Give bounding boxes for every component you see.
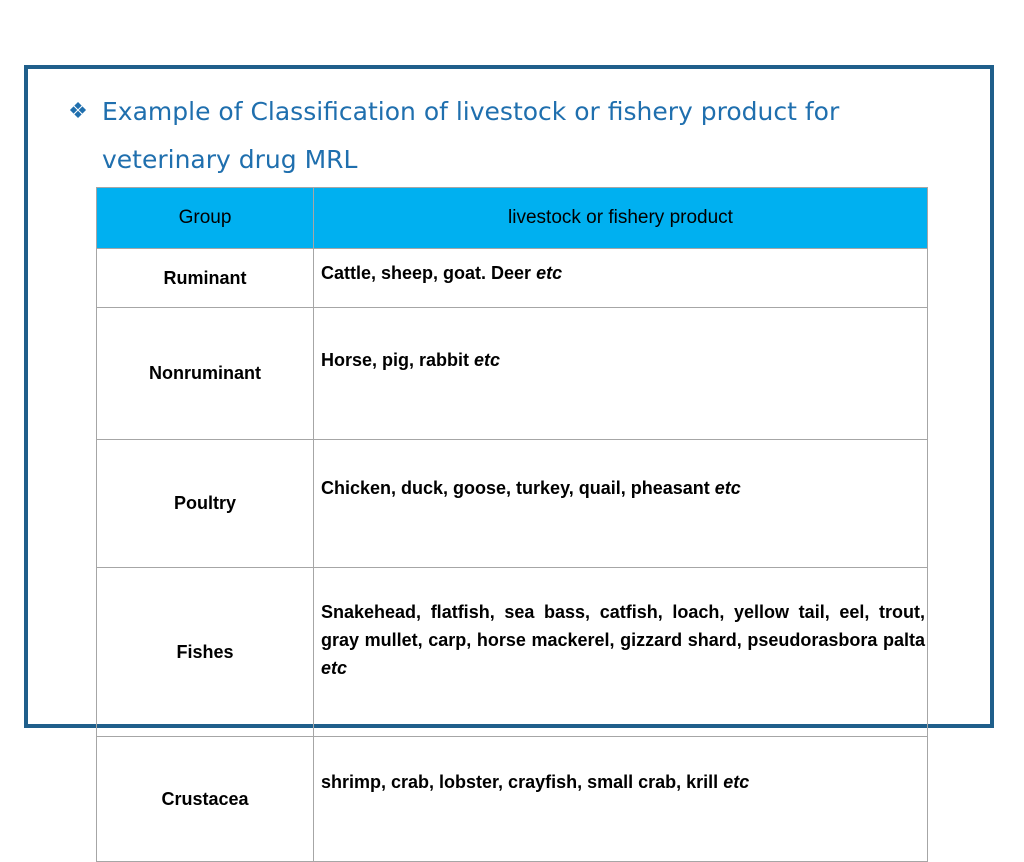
product-cell — [314, 308, 928, 440]
table-row — [97, 737, 928, 862]
etc-label: etc — [723, 772, 750, 792]
product-list: Chicken, duck, goose, turkey, quail, pheasant — [321, 478, 710, 498]
table-header-row — [97, 188, 928, 249]
classification-table — [96, 187, 928, 862]
product-cell — [314, 249, 928, 308]
product-list: Snakehead, flatfish, sea bass, catfish, loach, yellow tail, eel, trout, gray mullet, carp, horse mackerel, gizzard shard, pseudorasbora palta — [321, 602, 925, 650]
diamond-bullet-icon: ❖ — [68, 99, 88, 124]
product-list: shrimp, crab, lobster, crayfish, small crab, krill — [321, 772, 719, 792]
product-list: Horse, pig, rabbit — [321, 350, 470, 370]
group-cell: Poultry — [97, 440, 314, 568]
group-cell: Crustacea — [97, 737, 314, 862]
table-row — [97, 308, 928, 440]
etc-label: etc — [474, 350, 501, 370]
group-cell: Fishes — [97, 568, 314, 737]
etc-label: etc — [321, 658, 348, 678]
product-cell — [314, 440, 928, 568]
etc-label: etc — [536, 263, 563, 283]
heading-text: Example of Classification of livestock or fishery product for veterinary drug MRL — [102, 97, 840, 174]
etc-label: etc — [714, 478, 741, 498]
header-product: livestock or fishery product — [314, 188, 928, 249]
table-row — [97, 249, 928, 308]
product-list: Cattle, sheep, goat. Deer — [321, 263, 532, 283]
product-cell — [314, 568, 928, 737]
group-cell: Nonruminant — [97, 308, 314, 440]
table-row — [97, 568, 928, 737]
header-group: Group — [97, 188, 314, 249]
slide-heading — [64, 88, 944, 184]
group-cell: Ruminant — [97, 249, 314, 308]
table-row — [97, 440, 928, 568]
product-cell — [314, 737, 928, 862]
